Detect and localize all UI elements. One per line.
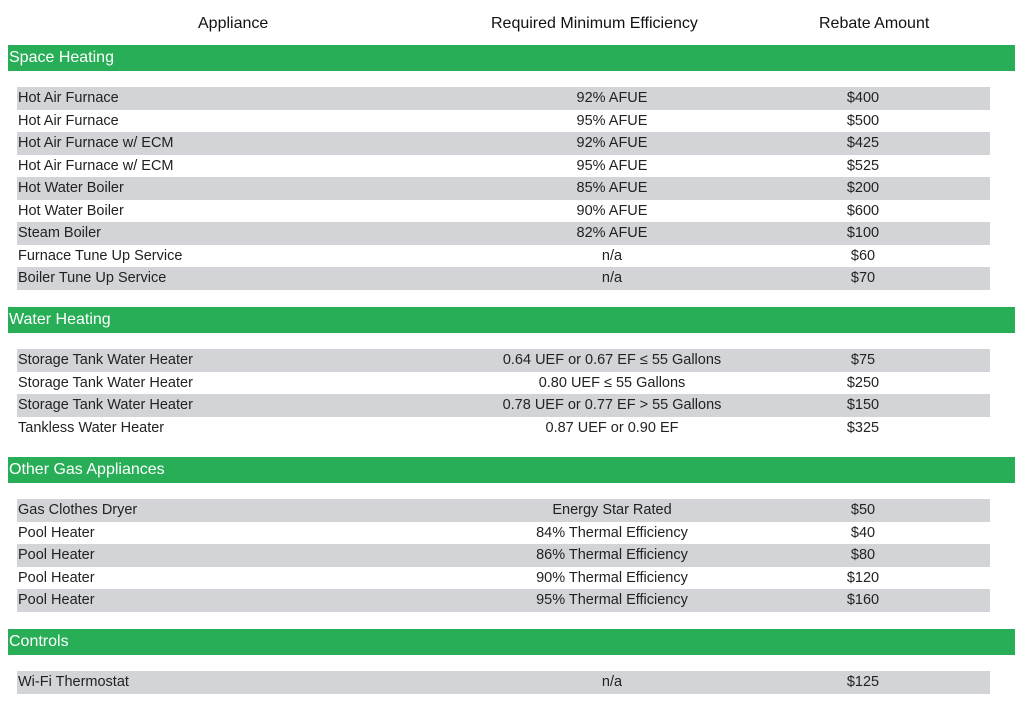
efficiency-cell: Energy Star Rated [552,502,672,518]
table-row [17,567,990,590]
section-title: Other Gas Appliances [8,457,1015,483]
appliance-cell: Storage Tank Water Heater [18,397,193,413]
efficiency-cell: n/a [601,247,623,264]
rebate-cell: $325 [846,419,880,436]
table-row [17,132,990,155]
rebate-cell: $75 [850,352,876,368]
efficiency-cell: 85% AFUE [576,180,648,196]
appliance-cell: Pool Heater [18,524,95,541]
rebate-cell: $60 [850,247,876,264]
appliance-cell: Storage Tank Water Heater [18,374,193,391]
rebate-table-other-gas-appliances [17,499,990,612]
efficiency-cell: 0.64 UEF or 0.67 EF ≤ 55 Gallons [502,352,722,368]
appliance-cell: Tankless Water Heater [18,419,165,436]
efficiency-cell: 92% AFUE [576,135,648,151]
rebate-table-water-heating [17,349,990,439]
efficiency-cell: 95% Thermal Efficiency [536,592,688,608]
appliance-cell: Pool Heater [18,592,95,608]
section-title: Controls [8,629,1015,655]
table-row [17,155,990,178]
efficiency-cell: 95% AFUE [576,157,648,174]
table-row [17,544,990,567]
appliance-cell: Gas Clothes Dryer [18,502,138,518]
rebate-table-space-heating [17,87,990,290]
table-row [17,87,990,110]
appliance-cell: Hot Water Boiler [18,180,124,196]
appliance-cell: Hot Air Furnace [18,90,119,106]
efficiency-cell: 86% Thermal Efficiency [536,547,688,563]
section-space-heating [8,45,1015,71]
appliance-cell: Hot Air Furnace w/ ECM [18,135,174,151]
appliance-cell: Storage Tank Water Heater [18,352,193,368]
table-row [17,110,990,133]
table-row [17,671,990,694]
appliance-cell: Wi-Fi Thermostat [18,674,129,690]
rebate-cell: $50 [850,502,876,518]
table-row [17,267,990,290]
rebate-cell: $40 [850,524,876,541]
section-other-gas-appliances [8,457,1015,483]
table-row [17,417,990,440]
rebate-cell: $525 [846,157,880,174]
rebate-cell: $425 [846,135,880,151]
rebate-cell: $80 [850,547,876,563]
appliance-cell: Hot Water Boiler [18,202,124,219]
column-header-rebate: Rebate Amount [819,15,930,32]
column-header-efficiency: Required Minimum Efficiency [491,15,698,32]
section-controls [8,629,1015,655]
efficiency-cell: 0.87 UEF or 0.90 EF [545,419,679,436]
efficiency-cell: n/a [601,270,623,286]
appliance-cell: Furnace Tune Up Service [18,247,183,264]
table-row [17,349,990,372]
table-row [17,589,990,612]
rebate-cell: $70 [850,270,876,286]
rebate-cell: $150 [846,397,880,413]
section-title: Water Heating [8,307,1015,333]
appliance-cell: Boiler Tune Up Service [18,270,167,286]
efficiency-cell: 95% AFUE [576,112,648,129]
rebate-cell: $500 [846,112,880,129]
rebate-cell: $250 [846,374,880,391]
appliance-cell: Pool Heater [18,547,95,563]
table-row [17,222,990,245]
table-row [17,177,990,200]
table-row [17,245,990,268]
table-row [17,522,990,545]
rebate-cell: $400 [846,90,880,106]
efficiency-cell: 82% AFUE [576,225,648,241]
table-row [17,394,990,417]
efficiency-cell: 90% Thermal Efficiency [536,569,688,586]
appliance-cell: Pool Heater [18,569,95,586]
rebate-cell: $120 [846,569,880,586]
rebate-cell: $600 [846,202,880,219]
efficiency-cell: 0.80 UEF ≤ 55 Gallons [538,374,686,391]
section-title: Space Heating [8,45,1015,71]
appliance-cell: Hot Air Furnace w/ ECM [18,157,174,174]
appliance-cell: Steam Boiler [18,225,102,241]
efficiency-cell: 92% AFUE [576,90,648,106]
rebate-cell: $100 [846,225,880,241]
table-row [17,499,990,522]
rebate-cell: $160 [846,592,880,608]
section-water-heating [8,307,1015,333]
efficiency-cell: 0.78 UEF or 0.77 EF > 55 Gallons [502,397,722,413]
rebate-table-controls [17,671,990,694]
efficiency-cell: n/a [601,674,623,690]
appliance-cell: Hot Air Furnace [18,112,119,129]
table-row [17,200,990,223]
column-header-appliance: Appliance [198,15,269,32]
table-row [17,372,990,395]
efficiency-cell: 84% Thermal Efficiency [536,524,688,541]
efficiency-cell: 90% AFUE [576,202,648,219]
rebate-cell: $125 [846,674,880,690]
rebate-cell: $200 [846,180,880,196]
